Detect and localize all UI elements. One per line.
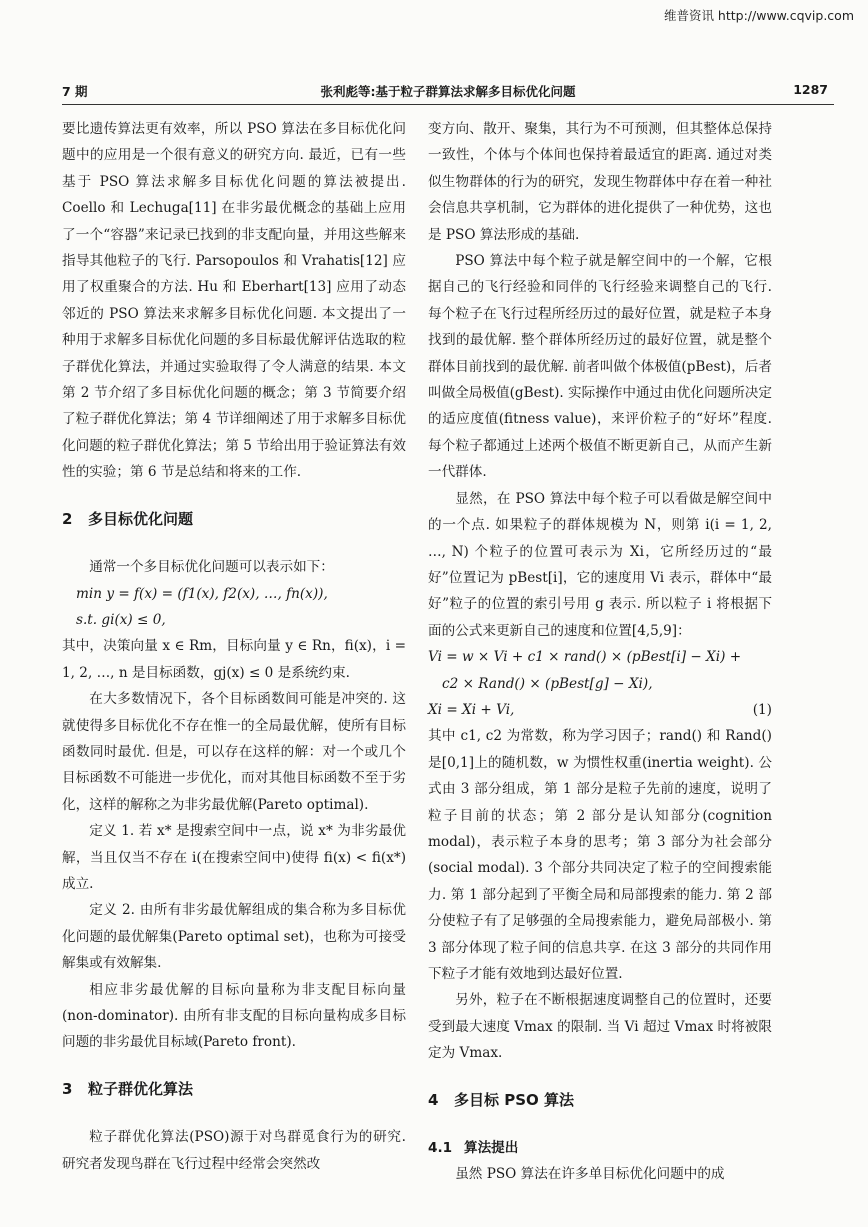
formula-constraint: s.t. gi(x) ≤ 0, (76, 611, 166, 628)
paragraph: 变方向、散开、聚集，其行为不可预测，但其整体总保持一致性，个体与个体间也保持着最适宜的距离. 通过对类似生物群体的行为的研究，发现生物群体中存在着一种社会信息共享机制，它为群体的进化提供了一种优势，这也是 PSO 算法形成的基础. (428, 121, 772, 243)
paragraph: 相应非劣最优解的目标向量称为非支配目标向量(non-dominator). 由所有非支配的目标向量构成多目标问题的非劣最优目标域(Pareto front). (62, 981, 406, 1051)
formula-position-text: Xi = Xi + Vi, (428, 701, 515, 718)
section-3-heading (62, 1076, 406, 1102)
issue-number: 7 期 (62, 84, 88, 99)
intro-paragraph: 要比遗传算法更有效率，所以 PSO 算法在多目标优化问题中的应用是一个很有意义的研究方向. 最近，已有一些基于 PSO 算法求解多目标优化问题的算法被提出. Coello 和 Lechuga[11] 在非劣最优概念的基础上应用了一个“容器”来记录已找到的非支配向量，并用这些解来指导其他粒子的飞行. Parsopoulos 和 Vrahatis[12] 应用了权重聚合的方法. Hu 和 Eberhart[13] 应用了动态邻近的 PSO 算法来求解多目标优化问题. 本文提出了一种用于求解多目标优化问题的多目标最优解评估选取的粒子群优化算法，并通过实验取得了令人满意的结果. 本文第 2 节介绍了多目标优化问题的概念；第 3 节简要介绍了粒子群优化算法；第 4 节详细阐述了用于求解多目标优化问题的粒子群优化算法；第 5 节给出用于验证算法有效性的实验；第 6 节是总结和将来的工作. (62, 121, 406, 481)
running-title: 张利彪等:基于粒子群算法求解多目标优化问题 (320, 84, 576, 99)
watermark: 维普资讯 http://www.cqvip.com (663, 8, 854, 23)
section-title: 粒子群优化算法 (88, 1079, 194, 1098)
paragraph: 另外，粒子在不断根据速度调整自己的位置时，还要受到最大速度 Vmax 的限制. 当 Vi 超过 Vmax 时将被限定为 Vmax. (428, 992, 772, 1062)
section-title: 多目标优化问题 (88, 509, 194, 528)
paragraph: 虽然 PSO 算法在许多单目标优化问题中的成 (455, 1166, 725, 1183)
right-column (428, 116, 772, 1188)
section-2-heading (62, 506, 406, 532)
section-title: 多目标 PSO 算法 (454, 1090, 574, 1109)
paragraph: 其中 c1, c2 为常数，称为学习因子；rand() 和 Rand() 是[0,1]上的随机数，w 为惯性权重(inertia weight). 公式由 3 部分组成，第 1 部分是粒子先前的速度，说明了粒子目前的状态；第 2 部分是认知部分(cognition modal)，表示粒子本身的思考；第 3 部分为社会部分(social modal). 3 个部分共同决定了粒子的空间搜索能力. 第 1 部分起到了平衡全局和局部搜索的能力. 第 2 部分使粒子有了足够强的全局搜索能力，避免局部极小. 第 3 部分体现了粒子间的信息共享. 在这 3 部分的共同作用下粒子才能有效地到达最好位置. (428, 728, 772, 982)
subsection-title: 算法提出 (464, 1140, 519, 1157)
equation-number: (1) (752, 701, 772, 718)
section-number: 4 (428, 1090, 439, 1109)
paragraph: 粒子群优化算法(PSO)源于对鸟群觅食行为的研究. 研究者发现鸟群在飞行过程中经常会突然改 (62, 1129, 406, 1172)
left-column (62, 116, 406, 1177)
definition-2: 定义 2. 由所有非劣最优解组成的集合称为多目标优化问题的最优解集(Pareto optimal set)，也称为可接受解集或有效解集. (62, 902, 406, 972)
subsection-number: 4.1 (428, 1140, 453, 1157)
paragraph: 显然，在 PSO 算法中每个粒子可以看做是解空间中的一个点. 如果粒子的群体规模为 N，则第 i(i = 1, 2, …, N) 个粒子的位置可表示为 Xi，它所经历过的“最好”位置记为 pBest[i]，它的速度用 Vi 表示，群体中“最好”粒子的位置的索引号用 g 表示. 所以粒子 i 将根据下面的公式来更新自己的速度和位置[4,5,9]： (428, 490, 772, 639)
definition-1: 定义 1. 若 x* 是搜索空间中一点，说 x* 为非劣最优解，当且仅当不存在 i(在搜索空间中)使得 fi(x) < fi(x*) 成立. (62, 823, 406, 892)
page-number: 1287 (793, 82, 828, 97)
section-number: 3 (62, 1079, 73, 1098)
paragraph: PSO 算法中每个粒子就是解空间中的一个解，它根据自己的飞行经验和同伴的飞行经验来调整自己的飞行. 每个粒子在飞行过程所经历过的最好位置，就是粒子本身找到的最优解. 整个群体所经历过的最好位置，就是整个群体目前找到的最优解. 前者叫做个体极值(pBest)，后者叫做全局极值(gBest). 实际操作中通过由优化问题所决定的适应度值(fitness value)，来评价粒子的“好坏”程度. 每个粒子都通过上述两个极值不断更新自己，从而产生新一代群体. (428, 253, 772, 481)
formula-velocity-cont: c2 × Rand() × (pBest[g] − Xi), (442, 675, 653, 692)
formula-position (428, 697, 772, 723)
running-header (62, 82, 834, 105)
formula-objective: min y = f(x) = (f1(x), f2(x), …, fn(x)), (76, 585, 328, 602)
paragraph: 在大多数情况下，各个目标函数间可能是冲突的. 这就使得多目标优化不存在惟一的全局最优解，使所有目标函数同时最优. 但是，可以存在这样的解：对一个或几个目标函数不可能进一步优化，而对其他目标函数不至于劣化，这样的解称之为非劣最优解(Pareto optimal). (62, 691, 406, 813)
section-number: 2 (62, 509, 73, 528)
subsection-4-1-heading (428, 1135, 772, 1161)
section-4-heading (428, 1087, 772, 1113)
formula-velocity: Vi = w × Vi + c1 × rand() × (pBest[i] − Xi) + (428, 649, 742, 666)
paragraph: 通常一个多目标优化问题可以表示如下： (89, 559, 334, 576)
paragraph: 其中，决策向量 x ∈ Rm，目标向量 y ∈ Rn，fi(x)，i = 1, 2, …, n 是目标函数，gj(x) ≤ 0 是系统约束. (62, 638, 406, 681)
